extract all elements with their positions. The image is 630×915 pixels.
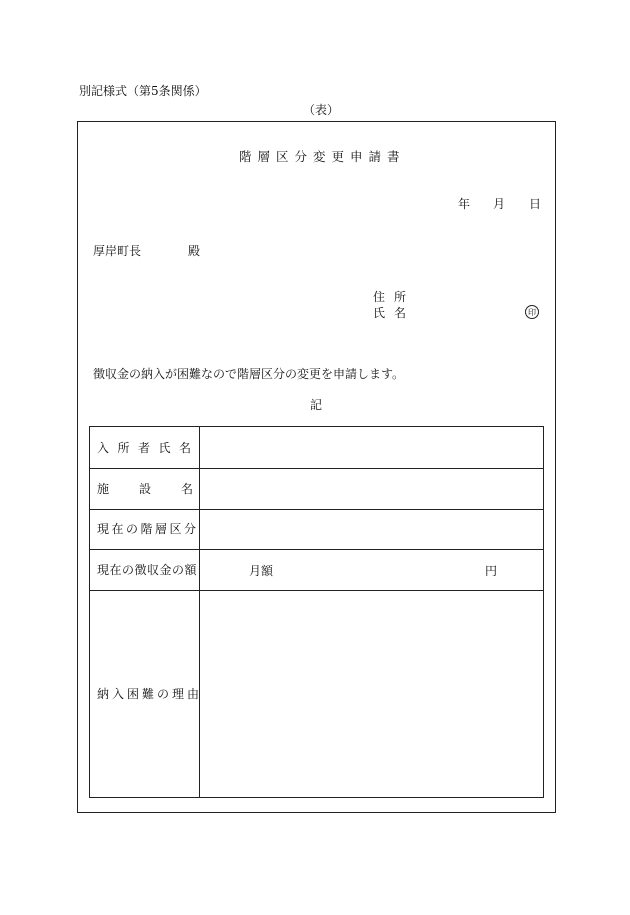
table-row-resident-name [90, 427, 199, 468]
row-label: 納入困難の理由 [97, 687, 203, 701]
table-row-payment-difficulty-reason [90, 590, 203, 798]
date-day-label: 日 [529, 197, 542, 211]
details-table [89, 426, 544, 798]
table-row-current-amount [90, 549, 199, 590]
applicant-address-label: 住所 [373, 290, 416, 304]
amount-yen-unit: 円 [485, 564, 498, 578]
ki-heading: 記 [310, 398, 323, 412]
form-label: 別記様式（第5条関係） [79, 84, 207, 98]
form-side-label: （表） [303, 103, 340, 117]
addressee-honorific: 殿 [188, 244, 201, 258]
table-row-current-tier [90, 509, 199, 549]
date-month-label: 月 [493, 197, 506, 211]
applicant-name-label: 氏名 [373, 306, 416, 320]
amount-monthly-label: 月額 [249, 564, 274, 578]
date-year-label: 年 [458, 197, 471, 211]
row-label: 施設名 [97, 481, 224, 496]
seal-icon: 印 [525, 305, 539, 319]
row-label: 現在の階層区分 [97, 522, 199, 536]
table-row-facility-name [90, 468, 224, 509]
request-sentence: 徴収金の納入が困難なので階層区分の変更を申請します。 [93, 367, 405, 381]
document-title: 階層区分変更申請書 [239, 149, 406, 164]
row-label: 現在の徴収金の額 [97, 562, 198, 577]
row-label: 入所者氏名 [97, 440, 200, 455]
addressee-name: 厚岸町長 [93, 244, 142, 258]
